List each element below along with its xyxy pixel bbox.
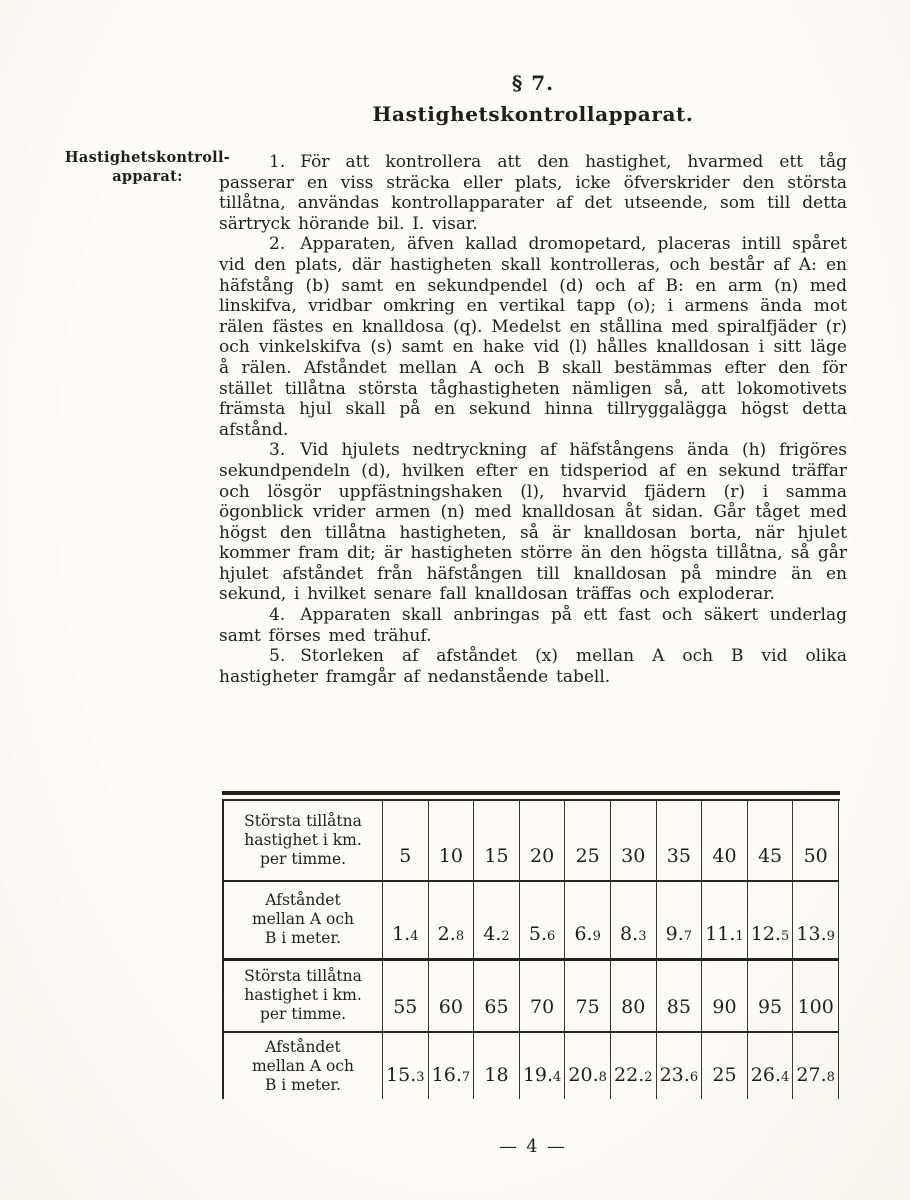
table-cell: 85 bbox=[656, 959, 702, 1032]
margin-note bbox=[50, 148, 245, 186]
speed-distance-table bbox=[222, 791, 840, 1099]
paragraph-5 bbox=[219, 646, 847, 687]
table-cell: 25 bbox=[702, 1032, 748, 1099]
table-cell: 45 bbox=[747, 801, 793, 881]
table-cell: 55 bbox=[383, 959, 429, 1032]
table-cell: 65 bbox=[474, 959, 520, 1032]
table-cell: 6.9 bbox=[565, 881, 611, 959]
table-cell: 15 bbox=[474, 801, 520, 881]
table-cell: 75 bbox=[565, 959, 611, 1032]
body-column bbox=[219, 71, 847, 687]
body-text bbox=[219, 152, 847, 687]
row-label: Största tillåtna hastighet i km. per timme. bbox=[223, 959, 383, 1032]
table-row bbox=[223, 881, 839, 959]
margin-note-line1: Hastighetskontroll- bbox=[64, 149, 231, 166]
table-cell: 15.3 bbox=[383, 1032, 429, 1099]
table-cell: 18 bbox=[474, 1032, 520, 1099]
table-cell: 20.8 bbox=[565, 1032, 611, 1099]
table-cell: 30 bbox=[610, 801, 656, 881]
table-row bbox=[223, 801, 839, 881]
table-cell: 80 bbox=[610, 959, 656, 1032]
paragraph-2-text: Apparaten, äfven kallad dromopetard, placeras intill spåret vid den plats, där hastigheten skall kontrolleras, och består af A: en häfstång (b) samt en sekundpendel (d) och af B: en arm (n) med linskifva, vridbar omkring en vertikal tapp (o); i armens ända mot rälen fästes en knalldosa (q). Medelst en stållina med spiralfjäder (r) och vinkelskifva (s) samt en hake vid (l) hålles knalldosan i sitt läge å rälen. Afståndet mellan A och B skall bestämmas efter den för stället tillåtna största tåghastigheten nämligen så, att lokomotivets främsta hjul skall på en sekund hinna tillryggalägga högst detta afstånd. bbox=[219, 234, 847, 440]
table-cell: 60 bbox=[428, 959, 474, 1032]
row-label: Afståndet mellan A och B i meter. bbox=[223, 881, 383, 959]
table-cell: 4.2 bbox=[474, 881, 520, 959]
table-cell: 10 bbox=[428, 801, 474, 881]
document-title: Hastighetskontrollapparat. bbox=[372, 102, 694, 126]
paragraph-4-text: Apparaten skall anbringas på ett fast och säkert underlag samt förses med trähuf. bbox=[219, 605, 847, 646]
paragraph-5-number: 5. bbox=[269, 646, 286, 667]
table-cell: 27.8 bbox=[793, 1032, 839, 1099]
table-cell: 5.6 bbox=[519, 881, 565, 959]
paragraph-1-number: 1. bbox=[269, 152, 286, 172]
paragraph-3 bbox=[219, 440, 847, 605]
paragraph-2 bbox=[219, 234, 847, 440]
table-cell: 70 bbox=[519, 959, 565, 1032]
margin-note-line2: apparat: bbox=[112, 168, 183, 185]
table-row bbox=[223, 1032, 839, 1099]
table-cell: 22.2 bbox=[610, 1032, 656, 1099]
row-label: Afståndet mellan A och B i meter. bbox=[223, 1032, 383, 1099]
section-heading: § 7. bbox=[511, 71, 555, 95]
table-cell: 25 bbox=[565, 801, 611, 881]
page-number: — 4 — bbox=[499, 1137, 567, 1157]
table-grid bbox=[222, 801, 839, 1099]
table-cell: 12.5 bbox=[747, 881, 793, 959]
table-cell: 35 bbox=[656, 801, 702, 881]
paragraph-4 bbox=[219, 605, 847, 646]
table-cell: 2.8 bbox=[428, 881, 474, 959]
table-cell: 8.3 bbox=[610, 881, 656, 959]
paragraph-1-text: För att kontrollera att den hastighet, hvarmed ett tåg passerar en viss sträcka eller plats, icke öfverskrider den största tillåtna, användas kontrollapparater af det utseende, som till detta särtryck hörande bil. I. visar. bbox=[219, 152, 847, 234]
table-top-rule bbox=[222, 791, 840, 801]
paragraph-3-text: Vid hjulets nedtryckning af häfstångens ända (h) frigöres sekundpendeln (d), hvilken efter en tidsperiod af en sekund träffar och lösgör uppfästningshaken (l), hvarvid fjädern (r) i samma ögonblick vrider armen (n) med knalldosan åt sidan. Går tåget med högst den tillåtna hastigheten, så är knalldosan borta, när hjulet kommer fram dit; är hastigheten större än den högsta tillåtna, så går hjulet afståndet från häfstången till knalldosan på mindre än en sekund, i hvilket senare fall knalldosan träffas och exploderar. bbox=[219, 440, 847, 605]
table-cell: 9.7 bbox=[656, 881, 702, 959]
table-cell: 11.1 bbox=[702, 881, 748, 959]
paragraph-5-text: Storleken af afståndet (x) mellan A och B vid olika hastigheter framgår af nedanstående tabell. bbox=[219, 646, 847, 687]
row-label: Största tillåtna hastighet i km. per timme. bbox=[223, 801, 383, 881]
table-cell: 19.4 bbox=[519, 1032, 565, 1099]
table-cell: 16.7 bbox=[428, 1032, 474, 1099]
table-cell: 5 bbox=[383, 801, 429, 881]
table-cell: 26.4 bbox=[747, 1032, 793, 1099]
paragraph-4-number: 4. bbox=[269, 605, 286, 626]
table-cell: 50 bbox=[793, 801, 839, 881]
table-cell: 23.6 bbox=[656, 1032, 702, 1099]
table-cell: 95 bbox=[747, 959, 793, 1032]
table-cell: 40 bbox=[702, 801, 748, 881]
table-cell: 13.9 bbox=[793, 881, 839, 959]
paragraph-1 bbox=[219, 152, 847, 234]
table-cell: 1.4 bbox=[383, 881, 429, 959]
table-cell: 90 bbox=[702, 959, 748, 1032]
table-row bbox=[223, 959, 839, 1032]
paragraph-2-number: 2. bbox=[269, 234, 286, 255]
paragraph-3-number: 3. bbox=[269, 440, 286, 461]
table-cell: 100 bbox=[793, 959, 839, 1032]
table-cell: 20 bbox=[519, 801, 565, 881]
